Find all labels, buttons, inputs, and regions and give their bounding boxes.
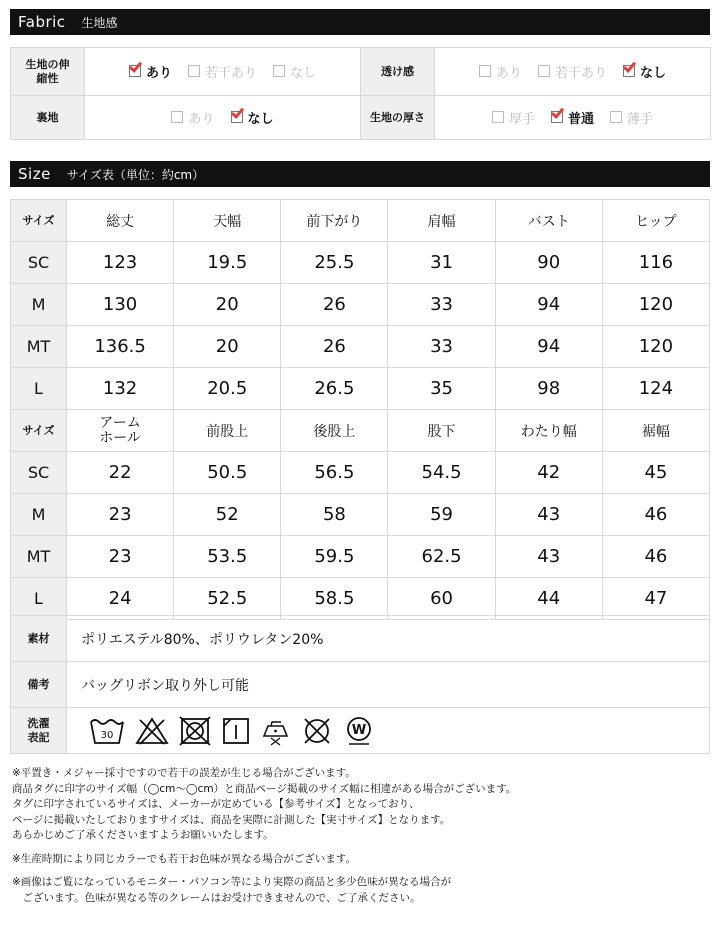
fabric-options: [435, 96, 711, 140]
checkbox-checked-icon: [551, 111, 563, 123]
size-row: [11, 452, 710, 494]
size-column-header: 総丈: [67, 200, 174, 242]
size-header-row: [11, 200, 710, 242]
fabric-option-label: 若干あり: [204, 65, 257, 81]
checkbox-empty-icon: [273, 65, 285, 77]
wet-clean-letter: W: [351, 722, 367, 738]
remarks-value: バッグリボン取り外し可能: [67, 662, 710, 708]
fabric-option: [479, 62, 522, 81]
size-value-cell: 23: [67, 536, 174, 578]
size-value-cell: 136.5: [67, 326, 174, 368]
size-column-header: 後股上: [281, 410, 388, 452]
fabric-option-label: なし: [640, 65, 667, 81]
fabric-header-bar: [10, 9, 710, 35]
fabric-option: [273, 62, 316, 81]
size-value-cell: 46: [602, 536, 709, 578]
size-value-cell: 116: [602, 242, 709, 284]
checkmark-icon: [129, 59, 142, 73]
size-value-cell: 132: [67, 368, 174, 410]
size-column-header: 裾幅: [602, 410, 709, 452]
size-value-cell: 26: [281, 326, 388, 368]
size-value-cell: 24: [67, 578, 174, 620]
size-value-cell: 44: [495, 578, 602, 620]
fabric-option-label: あり: [495, 65, 522, 81]
size-value-cell: 31: [388, 242, 495, 284]
size-value-cell: 120: [602, 284, 709, 326]
fabric-subtitle: 生地感: [81, 15, 118, 30]
checkbox-empty-icon: [610, 111, 622, 123]
checkbox-empty-icon: [171, 111, 183, 123]
size-value-cell: 22: [67, 452, 174, 494]
fabric-option: [231, 108, 274, 127]
size-value-cell: 123: [67, 242, 174, 284]
fabric-options: [85, 48, 361, 96]
fabric-option-label: 普通: [567, 111, 594, 127]
checkbox-empty-icon: [492, 111, 504, 123]
size-value-cell: 20.5: [174, 368, 281, 410]
size-value-cell: 130: [67, 284, 174, 326]
fabric-options: [85, 96, 361, 140]
size-value-cell: 98: [495, 368, 602, 410]
footnote-line: ※平置き・メジャー採寸ですので若干の誤差が生じる場合がございます。: [12, 767, 356, 779]
size-row: [11, 242, 710, 284]
size-value-cell: 124: [602, 368, 709, 410]
checkbox-checked-icon: [623, 65, 635, 77]
size-row: [11, 284, 710, 326]
size-value-cell: 52.5: [174, 578, 281, 620]
size-value-cell: 58: [281, 494, 388, 536]
size-value-cell: 94: [495, 326, 602, 368]
footnote-line: ございます。色味が異なる等のクレームはお受けできませんので、ご了承ください。: [12, 891, 421, 904]
footnote-line: ページに掲載いたしておりますサイズは、商品を実際に計測した【実寸サイズ】となります。: [12, 813, 451, 826]
size-title: Size: [18, 165, 51, 183]
footnote-line: ※生産時期により同じカラーでも若干お色味が異なる場合がございます。: [12, 852, 356, 865]
size-value-cell: 23: [67, 494, 174, 536]
fabric-row: [11, 48, 711, 96]
fabric-option: [492, 108, 535, 127]
fabric-option-label: あり: [188, 111, 215, 127]
remarks-row: [11, 662, 710, 708]
size-header-row: [11, 410, 710, 452]
size-value-cell: 94: [495, 284, 602, 326]
size-value-cell: 60: [388, 578, 495, 620]
size-name-cell: SC: [11, 452, 67, 494]
size-value-cell: 46: [602, 494, 709, 536]
fabric-option-label: 厚手: [508, 111, 535, 127]
size-column-header: 前股上: [174, 410, 281, 452]
footnote-line: ※画像はご覧になっているモニター・パソコン等により実際の商品と多少色味が異なる場合が: [12, 876, 452, 888]
no-bleach-icon: [135, 716, 169, 746]
fabric-option: [538, 62, 607, 81]
checkmark-icon: [551, 105, 564, 119]
size-name-cell: L: [11, 578, 67, 620]
fabric-option-label: 若干あり: [554, 65, 607, 81]
fabric-option-label: なし: [290, 65, 317, 81]
size-column-header: 前下がり: [281, 200, 388, 242]
size-value-cell: 59.5: [281, 536, 388, 578]
size-column-header: わたり幅: [495, 410, 602, 452]
checkmark-icon: [623, 59, 636, 73]
size-name-cell: MT: [11, 536, 67, 578]
size-value-cell: 47: [602, 578, 709, 620]
size-row: [11, 368, 710, 410]
footnote-line: タグに印字されているサイズは、メーカーが定めている【参考サイズ】となっており、: [12, 798, 420, 810]
checkbox-checked-icon: [231, 111, 243, 123]
fabric-option-label: 薄手: [627, 111, 654, 127]
size-row: [11, 326, 710, 368]
checkbox-checked-icon: [129, 65, 141, 77]
material-row: [11, 616, 710, 662]
size-value-cell: 33: [388, 284, 495, 326]
size-value-cell: 26.5: [281, 368, 388, 410]
no-tumble-dry-icon: [179, 716, 211, 746]
size-value-cell: 120: [602, 326, 709, 368]
size-value-cell: 33: [388, 326, 495, 368]
info-table: [10, 615, 710, 754]
line-dry-shade-icon: [221, 716, 251, 746]
size-name-cell: MT: [11, 326, 67, 368]
checkbox-empty-icon: [538, 65, 550, 77]
size-row: [11, 536, 710, 578]
size-value-cell: 26: [281, 284, 388, 326]
size-value-cell: 20: [174, 284, 281, 326]
size-name-cell: L: [11, 368, 67, 410]
size-column-header: アーム ホール: [67, 410, 174, 452]
size-value-cell: 35: [388, 368, 495, 410]
material-label: 素材: [11, 616, 67, 662]
material-value: ポリエステル80%、ポリウレタン20%: [67, 616, 710, 662]
size-row: [11, 494, 710, 536]
size-column-header: 肩幅: [388, 200, 495, 242]
size-header-bar: [10, 161, 710, 187]
iron-low-no-icon: [261, 716, 291, 746]
size-subtitle: サイズ表（単位：約cm）: [66, 167, 205, 182]
size-column-header: ヒップ: [602, 200, 709, 242]
checkbox-empty-icon: [479, 65, 491, 77]
wash-temp-text: 30: [100, 729, 114, 741]
size-value-cell: 56.5: [281, 452, 388, 494]
size-name-cell: M: [11, 494, 67, 536]
wash-30-icon: [89, 716, 125, 746]
size-column-header: サイズ: [11, 200, 67, 242]
wet-clean-icon: [343, 715, 375, 747]
size-value-cell: 20: [174, 326, 281, 368]
size-value-cell: 90: [495, 242, 602, 284]
size-value-cell: 58.5: [281, 578, 388, 620]
size-name-cell: M: [11, 284, 67, 326]
fabric-attribute-label: 生地の伸縮性: [11, 48, 85, 96]
size-column-header: 天幅: [174, 200, 281, 242]
fabric-option: [551, 108, 594, 127]
size-value-cell: 50.5: [174, 452, 281, 494]
fabric-option-label: なし: [247, 111, 274, 127]
care-label: 洗濯 表記: [11, 708, 67, 754]
size-value-cell: 42: [495, 452, 602, 494]
footnote-line: あらかじめご了承くださいますようお願いいたします。: [12, 829, 274, 841]
checkmark-icon: [230, 105, 243, 119]
size-column-header: バスト: [495, 200, 602, 242]
fabric-title: Fabric: [18, 13, 66, 31]
fabric-attribute-label: 裏地: [11, 96, 85, 140]
size-row: [11, 578, 710, 620]
size-value-cell: 45: [602, 452, 709, 494]
size-value-cell: 59: [388, 494, 495, 536]
size-column-header: サイズ: [11, 410, 67, 452]
fabric-attribute-label: 生地の厚さ: [361, 96, 435, 140]
size-value-cell: 43: [495, 494, 602, 536]
size-column-header: 股下: [388, 410, 495, 452]
fabric-option: [610, 108, 653, 127]
fabric-table: [10, 47, 711, 140]
remarks-label: 備考: [11, 662, 67, 708]
footnote-line: 商品タグに印字のサイズ幅（◯cm〜◯cm）と商品ページ掲載のサイズ幅に相違がある場合がございます。: [12, 782, 517, 795]
size-value-cell: 62.5: [388, 536, 495, 578]
size-value-cell: 54.5: [388, 452, 495, 494]
fabric-option: [171, 108, 214, 127]
size-value-cell: 53.5: [174, 536, 281, 578]
fabric-option: [623, 62, 666, 81]
care-row: [11, 708, 710, 754]
fabric-options: [435, 48, 711, 96]
size-value-cell: 19.5: [174, 242, 281, 284]
care-symbols: [67, 708, 710, 754]
fabric-option: [129, 62, 172, 81]
footnotes: [12, 766, 712, 906]
size-value-cell: 52: [174, 494, 281, 536]
size-value-cell: 25.5: [281, 242, 388, 284]
fabric-row: [11, 96, 711, 140]
size-value-cell: 43: [495, 536, 602, 578]
fabric-option: [188, 62, 257, 81]
fabric-option-label: あり: [145, 65, 172, 81]
checkbox-empty-icon: [188, 65, 200, 77]
size-table: [10, 199, 710, 620]
fabric-attribute-label: 透け感: [361, 48, 435, 96]
no-dry-clean-icon: [301, 716, 333, 746]
size-name-cell: SC: [11, 242, 67, 284]
